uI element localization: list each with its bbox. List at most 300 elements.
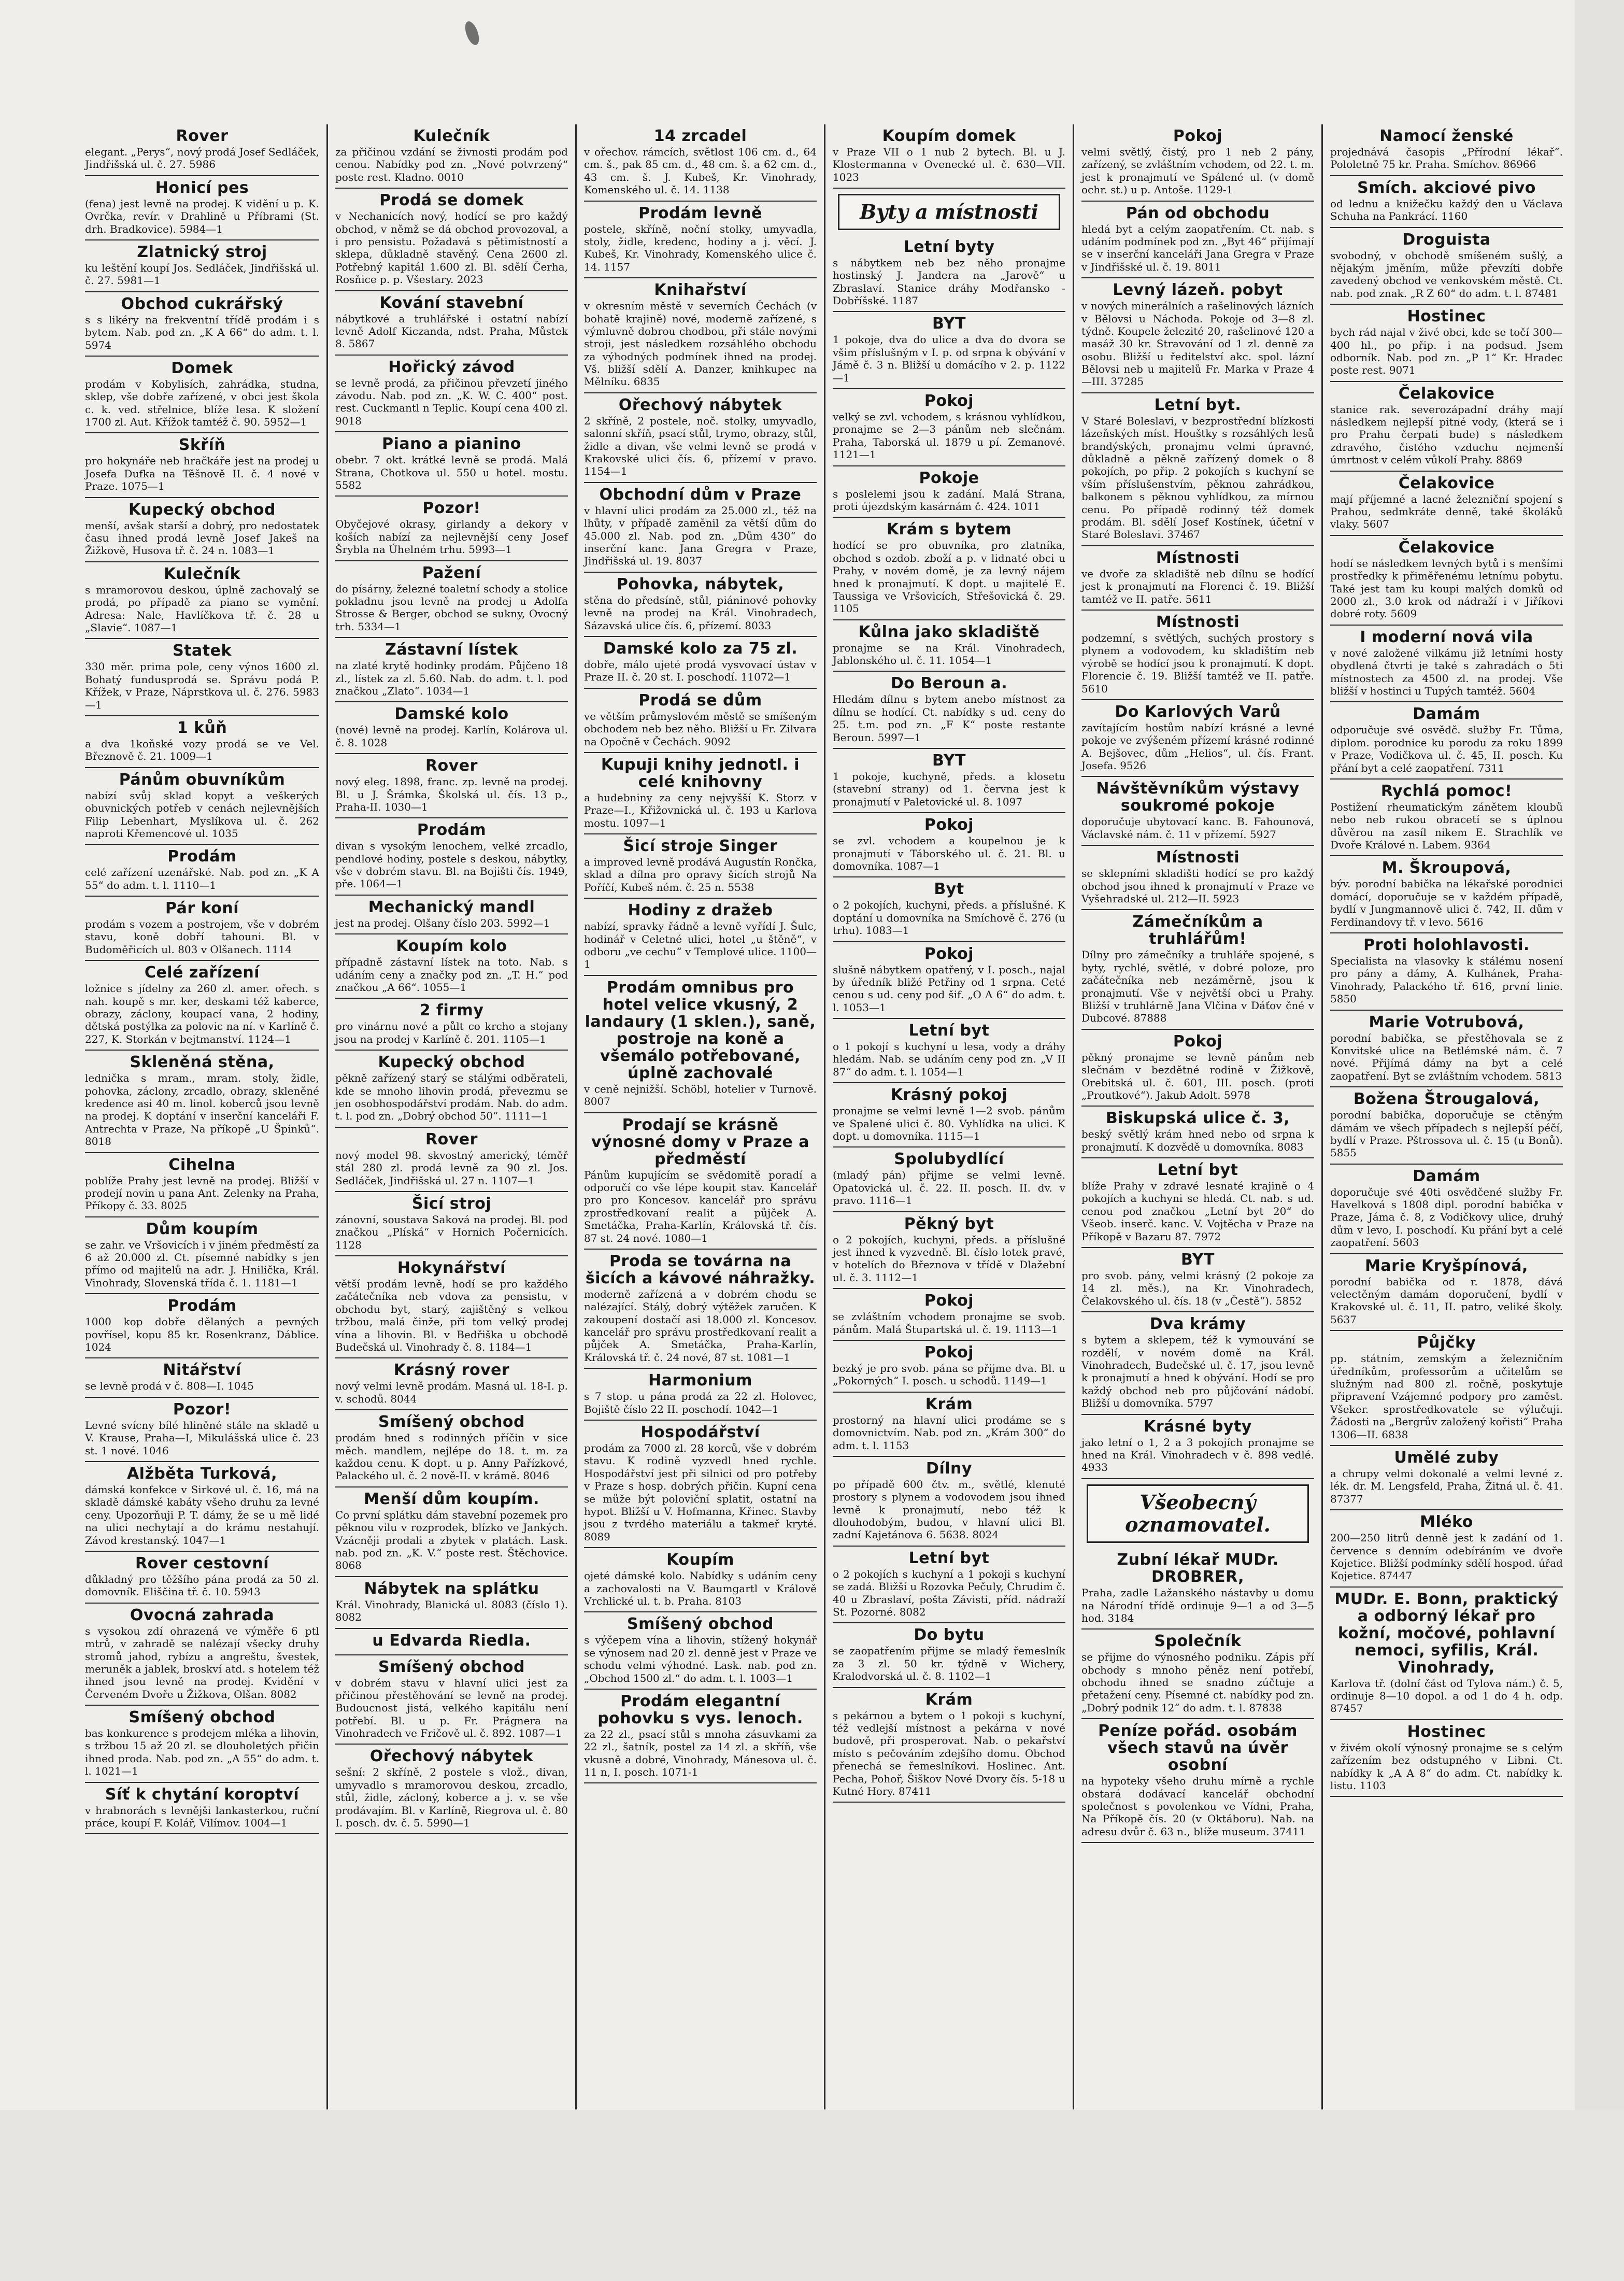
ad-text: a chrupy velmi dokonalé a velmi levné z. lék. dr. M. Lengsfeld, Praha, Žitná ul. č. 41. 87377 [1330,1467,1563,1505]
classified-ad [85,1783,319,1835]
classified-ad [1081,278,1314,393]
ad-heading: Rover [176,127,229,145]
ad-heading: Piano a pianino [382,435,521,454]
ad-heading: Obchod cukrářský [121,294,283,313]
ad-text: se přijme do výnosného podniku. Zápis pří obchody s mnoho pěněz není potřebí, obchodu ihned se snadno zúčtuje a přetažení ceny. Písemné ct. nabídky pod zn. „Dobrý podnik 12“ do adm. t. l. 87838 [1081,1651,1314,1714]
ad-text: slušně nábytkem opatřený, v I. posch., najal by úředník bližé Petřiny od 1 srpna. Ceté cenou s ud. ceny pod šif. „O A 6“ do adm. t. l. 1053—1 [833,963,1065,1014]
ad-text: 200—250 litrů denně jest k zadání od 1. července s denním odebíráním ve dvoře Kojetice. Bližší podmínky sdělí hospod. úřad Kojetice. 87447 [1330,1532,1563,1582]
ad-heading: Rover [425,1130,478,1149]
classified-ad [85,1358,319,1397]
ad-text: nabízí svůj sklad kopyt a veškerých obuvnických potřeb v cenách nejlevnějších Filip Lebenhart, Myslíkova ul. č. 262 naproti Křemencové ul. 1035 [85,789,319,840]
classified-ad [335,189,568,291]
ad-heading: Smíšený obchod [378,1413,525,1432]
ad-text: beský světlý krám hned nebo od srpna k pronajmutí. K dozvědě u domovníka. 8083 [1081,1128,1314,1153]
ad-heading: 14 zrcadel [653,127,747,145]
ad-heading: Mechanický mandl [368,898,535,916]
ad-text: prostorný na hlavní ulici prodáme se s domovnictvím. Nab. pod zn. „Krám 300“ do adm. t. l. 1153 [833,1413,1065,1452]
ad-text: býv. porodní babička na lékařské porodnici domácí, doporučuje se v každém případě, bydlí v Jungmannově ulici č. 742, II. dům v Ferdinandovy tř. v levo. 5616 [1330,877,1563,928]
ad-heading: Rychlá pomoc! [1380,782,1513,800]
ad-text: Co první splátku dám stavební pozemek pro pěknou vilu v rozprodek, blízko ve Jankých. Vzácněji prodali a zbytek v platách. Lask. nab. pod zn. „K. V.“ poste rest. Štěchovice. 8068 [335,1508,568,1572]
ad-text: od lednu a knižečku každý den u Václava Schuha na Pankrácí. 1160 [1330,197,1563,223]
section-header-box: Všeobecný oznamovatel. [1087,1484,1309,1543]
ad-text: zavítajícím hostům nabízí krásné a levné pokoje ve zvýšeném přízemí krásné rodinné A. Bejšovec, dům „Helios“, ul. čís. Frant. Josefa. 9526 [1081,721,1314,772]
classified-ad [1330,702,1563,780]
ad-text: v hlavní ulici prodám za 25.000 zl., též na lhůty, v případě zaměnil za větší dům do 45.000 zl. Nab. pod zn. „Dům 430“ do inserční kanc. Jana Gregra v Praze, Jindřišská ul. 19. 8037 [584,504,817,568]
classified-ad [85,240,319,292]
ad-text: větší prodám levně, hodí se pro každého začátečníka neb vdova za pensistu, v obchodu byt, starý, zajištěný s velkou tržbou, malá činže, při tom velký prodej vína a lihovin. Bl. v Bedřiška u obchodě Budečská ul. Vinohrady č. 8. 1184—1 [335,1278,568,1354]
classified-ad [1081,611,1314,700]
ad-text: Král. Vinohrady, Blanická ul. 8083 (číslo 1). 8082 [335,1598,568,1624]
classified-ad [1330,1165,1563,1254]
ad-text: hledá byt a celým zaopatřením. Ct. nab. s udáním podmínek pod zn. „Byt 46“ přijímají se v inserční kanceláři Jana Gregra v Praze v Jindřišské ul. č. 19. 8011 [1081,222,1314,273]
classified-ad [833,813,1065,877]
ad-heading: Místnosti [1156,848,1240,867]
ad-text: Levné svícny bílé hliněné stále na skladě u V. Krause, Praha—I, Mikulášská ulice č. 23 st. 1 nové. 1046 [85,1419,319,1457]
classified-ad [1330,933,1563,1011]
ad-heading: Damské kolo za 75 zl. [603,639,798,658]
classified-ad [1330,228,1563,305]
ad-heading: Damám [1413,705,1480,724]
classified-ad [335,818,568,896]
classified-ad [833,620,1065,672]
classified-ad [85,562,319,640]
ad-text: ku leštění koupí Jos. Sedláček, Jindřišská ul. č. 27. 5981—1 [85,261,319,287]
classified-ad [85,845,319,897]
ad-heading: Smíšený obchod [626,1615,774,1634]
classified-ad [584,573,817,637]
ad-text: o 2 pokojích, kuchyni, předs. a příslušné. K doptání u domovníka na Smíchově č. 276 (u trhu). 1083—1 [833,899,1065,937]
ad-heading: Zlatnický stroj [137,243,267,261]
ad-heading: Skříň [178,436,226,455]
column-6 [1321,124,1570,2109]
ad-text: V Staré Boleslavi, v bezprostřední blízkosti lázeňských míst. Houštky s rozsáhlých lesů brandýských, pronajmu velmi úpravné, důkladně a pěkně zařízený domek o 8 pokojích, po přip. 2 pokojích s kuchyní se vším příslušenstvím, pěknou zahrádkou, balkonem s pěknou vyhlídkou, za mírnou cenu. Po případě rodinný též domek prodám. Bl. sdělí Josef Kostínek, účetní v Staré Boleslavi. 37467 [1081,414,1314,541]
ad-text: celé zařízení uzenářské. Nab. pod zn. „K A 55“ do adm. t. l. 1110—1 [85,866,319,891]
classified-ad [85,1294,319,1358]
ad-text: (nové) levně na prodej. Karlín, Kolárova ul. č. 8. 1028 [335,724,568,749]
ad-text: pp. státním, zemským a železničním úředníkům, professorům a učitelům se služným nad 800 zl. ročně, poskytuje připravení Vzájemné podpory pro zaměst. Všeker. sprostředkovatele se výlučuji. Žádosti na „Bergrův založený kořisti“ Praha 1306—II. 6838 [1330,1352,1563,1441]
page-edge [1575,0,1624,2281]
ad-heading: Prodám [167,1297,237,1315]
ad-heading: Krásný pokoj [890,1086,1008,1104]
ad-heading: Damám [1413,1167,1480,1185]
classified-ad [833,235,1065,313]
classified-ad [833,1457,1065,1547]
ad-text: ve dvoře za skladiště neb dílnu se hodící jest k pronajmutí na Florenci č. 19. Bližší tamtéž ve II. patře. 5611 [1081,567,1314,605]
classified-ad [85,716,319,768]
ad-heading: Statek [173,642,232,660]
classified-ad [1081,910,1314,1029]
ad-heading: Domek [171,359,233,377]
ad-text: se zvláštním vchodem pronajme se svob. pánům. Malá Štupartská ul. č. 19. 1113—1 [833,1310,1065,1336]
ad-text: elegant. „Perys“, nový prodá Josef Sedláček, Jindřišská ul. č. 27. 5986 [85,146,319,171]
ad-heading: Do Karlových Varů [1115,702,1281,721]
column-5 [1073,124,1321,2109]
ad-heading: Prodám omnibus pro hotel velice vkusný, 2 landaury (1 sklen.), saně, postroje na koně a všemálo potřebované, úplně zachovalé [585,978,816,1082]
ad-text: a dva 1koňské vozy prodá se ve Vel. Březnově č. 21. 1009—1 [85,737,319,763]
ad-heading: Síť k chytání koroptví [105,1785,300,1804]
ad-text: svobodný, v obchodě smíšeném sušlý, a nějakým jměním, může převzíti dobře zavedený obchod ve venkovském městě. Ct. nab. pod znak. „R Z 60“ do adm. t. l. 87481 [1330,249,1563,300]
ad-heading: Krám s bytem [886,520,1012,539]
ad-heading: Koupím kolo [396,937,507,956]
ad-heading: u Edvarda Riedla. [372,1631,531,1650]
classified-ad [335,1487,568,1577]
ad-text: (mladý pán) přijme se velmi levně. Opatovická ul. č. 22. II. posch. II. dv. v pravo. 1116—1 [833,1169,1065,1207]
classified-ad [85,176,319,240]
classified-ad [833,877,1065,942]
ad-text: nový model 98. skvostný americký, téměř stál 280 zl. prodá levně za 90 zl. Jos. Sedláček, Jindřišská ul. 27 n. 1107—1 [335,1149,568,1187]
ad-text: Praha, zadle Lažanského nástavby u domu na Národní třídě ordinuje 9—1 a od 3—5 hod. 3184 [1081,1586,1314,1624]
page-bottom-margin [0,2110,1624,2281]
ad-heading: Pán od obchodu [1126,204,1270,222]
classified-ad [584,278,817,393]
ad-heading: Pokoj [924,1292,974,1310]
ad-heading: Pěkný byt [904,1214,994,1233]
ad-text: v dobrém stavu v hlavní ulici jest za přičinou přestěhování se levně na prodej. Budoucnost jistá, velkého kapitálu není potřebí. Bl. u p. Fr. Prágnera na Vinohradech ve Fričově ul. č. 892. 1087—1 [335,1676,568,1740]
classified-ad [335,291,568,356]
ad-text: se zahr. ve Vršovicích i v jiném předměstí za 6 až 20.000 zl. Ct. písemné nabídky s jen přímo od majitelů na adr. J. Hnilička, Král. Vinohrady, Slovenská třída č. 1. 1181—1 [85,1238,319,1289]
ad-text: bych rád najal v živé obci, kde se točí 300—400 hl., po přip. i na podsud. Jsem odborník. Nab. pod zn. „P 1“ Kr. Hradec poste rest. 9071 [1330,326,1563,377]
classified-ad [335,1358,568,1410]
ad-heading: Ovocná zahrada [130,1606,275,1624]
classified-ad [1081,1548,1314,1630]
classified-ad [1330,382,1563,472]
ad-text: v nových minerálních a rašelinových lázních v Bělovsi u Náchoda. Pokoje od 3—8 zl. týdně. Koupele železité 20, rašelinové 120 a masáž 30 kr. Stravování od 1 zl. denně za osobu. Bližší u ředitelství akc. spol. lázní Bělovsi neb u majitelů Fr. Marka v Praze 4—III. 37285 [1081,300,1314,388]
column-3 [575,124,824,2109]
ad-text: nabízí, spravky řádně a levně vyřídí J. Šulc, hodinář v Celetné ulici, hotel „u štěně“, v odboru „ve cechu“ v Templové ulice. 1100—1 [584,920,817,971]
classified-ad [85,961,319,1051]
classified-ad [335,497,568,561]
ad-heading: Pohovka, nábytek, [616,575,785,593]
ad-text: nábytkové a truhlářské i ostatní nabízí levně Adolf Kiczanda, ndst. Praha, Můstek 8. 5867 [335,312,568,350]
classified-columns [78,124,1570,2109]
ad-heading: Prodám [167,847,237,866]
ad-text: prodám s vozem a postrojem, vše v dobrém stavu, koně dobří tahouni. Bl. v Budoměřicích ul. 803 v Olšanech. 1114 [85,918,319,956]
ad-text: menší, avšak starší a dobrý, pro nedostatek času ihned prodá levně Josef Jakeš na Žižkově, Husova tř. č. 24 n. 1083—1 [85,519,319,557]
classified-ad [833,672,1065,749]
classified-ad [833,312,1065,389]
ad-heading: Damské kolo [394,705,509,724]
ad-text: prodám v Kobylisích, zahrádka, studna, sklep, vše dobře zařízené, v obci jest škola c. k. ved. střelnice, blíže lesa. K složení 1700 zl. Aut. Křížok tamtéž č. 90. 5952—1 [85,377,319,429]
ad-heading: Byt [934,880,964,899]
ad-heading: Krám [925,1690,973,1709]
classified-ad [85,639,319,716]
classified-ad [1330,305,1563,382]
classified-ad [1081,1158,1314,1248]
classified-ad [584,1421,817,1548]
ad-heading: 1 kůň [177,718,227,737]
ad-text: dámská konfekce v Sirkové ul. č. 16, má na skladě dámské kabáty všeho druhu za levné ceny. Upozorňuji P. T. dámy, že se u mě lidé na ulici nechytají a do krámu nestahují. Závod krestanský. 1047—1 [85,1483,319,1547]
classified-ad [335,1745,568,1834]
ad-heading: Do Beroun a. [890,674,1008,693]
ad-text: velmi světlý, čistý, pro 1 neb 2 pány, zařízený, se zvláštním vchodem, od 22. t. m. jest k pronajmutí ve Spálené ul. (v domě ochr. st.) u p. Antoše. 1129-1 [1081,146,1314,196]
ad-text: pěkně zařízený starý se stálými odběrateli, kde se mnoho lihovin prodá, převezmu se jen osobhospodářství prodám. Nab. do adm. t. l. pod zn. „Dobrý obchod 50“. 1111—1 [335,1072,568,1123]
classified-ad [584,1250,817,1369]
ad-heading: Do bytu [914,1626,985,1645]
ad-text: 330 měr. prima pole, ceny výnos 1600 zl. Bohatý fundusprodá se. Správu podá P. Křížek, v Praze, Náprstkova ul. č. 276. 5983—1 [85,660,319,711]
ad-heading: Letní byt. [1154,395,1242,414]
ad-text: jest na prodej. Olšany číslo 203. 5992—1 [335,916,550,929]
classified-ad [335,999,568,1051]
ad-text: se zvl. vchodem a koupelnou je k pronajmutí v Táborského ul. č. 21. Bl. u domovníka. 1087—1 [833,834,1065,872]
ad-heading: Půjčky [1417,1334,1476,1352]
ad-heading: Dva krámy [1149,1315,1246,1334]
classified-ad [1081,846,1314,910]
ad-text: v ceně nejnižší. Schöbl, hotelier v Turnově. 8007 [584,1082,817,1108]
ad-text: s s likéry na frekventní třídě prodám i s bytem. Nab. pod zn. „K A 66“ do adm. t. l. 5974 [85,313,319,351]
ad-heading: Koupím domek [882,127,1016,145]
classified-ad [584,899,817,976]
classified-ad [1081,1107,1314,1158]
ad-text: v hrabnorách s levnějši lankasterkou, ruční práce, koupí F. Kolář, Vilímov. 1004—1 [85,1804,319,1830]
ad-text: bas konkurence s prodejem mléka a lihovin, s tržbou 15 až 20 zl. se dlouholetých přičin ihned proda. Nab. pod zn. „A 55“ do adm. t. l. 1021—1 [85,1727,319,1778]
ad-heading: Ořechový nábytek [618,395,782,414]
ad-text: prodám za 7000 zl. 28 korců, vše v dobrém stavu. K rodině vyzvedl hned rychle. Hospodářství jest při silnici od pro potřeby v Praze s hosp. dobrých přičin. Kupní cena se může být poloviční splatit, ostatní na hypot. Bližší u V. Hofmanna, Křinec. Stavby jsou z tvrdého materiálu a takmeř kryté. 8089 [584,1442,817,1543]
classified-ad [584,124,817,202]
ad-heading: Spolubydlící [894,1150,1004,1169]
ad-text: dobře, málo ujeté prodá vysvovací ústav v Praze II. č. 20 st. I. poschodí. 11072—1 [584,658,817,684]
classified-ad [1330,1087,1563,1165]
ad-heading: BYT [932,752,966,770]
ad-heading: Hostinec [1407,1722,1486,1741]
ad-text: nový eleg. 1898, franc. zp. levně na prodej. Bl. u J. Šrámka, Školská ul. čís. 13 p., Praha-II. 1030—1 [335,775,568,813]
ad-heading: Prodají se krásně výnosné domy v Praze a předměstí [591,1115,809,1168]
ad-heading: Celé zařízení [144,964,260,982]
ad-text: stěna do předsíně, stůl, piáninové pohovky levně na prodej na Král. Vinohradech, Sázavská ulice čís. 6, přízemí. 8033 [584,593,817,632]
ad-heading: Cihelna [168,1155,236,1174]
ad-heading: Pokoj [924,1343,974,1362]
classified-ad [1330,856,1563,933]
ad-heading: Prodá se dům [638,691,762,710]
ad-text: v Nechanicích nový, hodící se pro každý obchod, v němž se dá obchod provozoval, a i pro pensistu. Požadavá s pětimístností a sklepa, důkladně stavěný. Cena 2600 zl. Potřebný kapitál 1.600 zl. Bl. sdělí Čerha, Rosňice p. p. Všestary. 2023 [335,210,568,286]
ad-heading: Skleněná stěna, [130,1053,275,1072]
ad-text: sešní: 2 skříně, 2 postele s vlož., divan, umyvadlo s mramorovou deskou, zrcadlo, stůl, židle, zácloný, koberce a j. v. se vše prodávajím. Bl. v Karlíně, Riegrova ul. č. 80 I. posch. dv. č. 5. 5990—1 [335,1766,568,1830]
ad-text: na hypoteky všeho druhu mírně a rychle obstará dodávací kancelář obchodní společnost s povolenkou ve Vídni, Praha, Na Příkopě čís. 20 (v Oktáboru). Nab. na adresu dvůr č. 63 n., blíže museum. 37411 [1081,1775,1314,1838]
ad-heading: Knihařství [654,281,747,300]
classified-ad [833,124,1065,189]
ad-heading: Hořický závod [388,358,515,376]
classified-ad [1330,176,1563,228]
classified-ad [1330,472,1563,536]
classified-ad [85,1462,319,1552]
classified-ad [335,356,568,433]
classified-ad [1330,626,1563,703]
ad-text: obebr. 7 okt. krátké levně se prodá. Malá Strana, Chotkova ul. 550 u hotel. mostu. 5582 [335,454,568,492]
ad-heading: Pozor! [173,1400,232,1419]
classified-ad [833,466,1065,518]
ad-text: Obyčejové okrasy, girlandy a dekory v koších nabízí za nejlevnější ceny Josef Šrybla na Úhelném trhu. 5993—1 [335,518,568,556]
ad-text: stanice rak. severozápadní dráhy mají následkem nejlepší pitné vody, (která se i pro Prahu čerpati bude) s následkem zdravého, čistého vzduchu nejmenší úmrtnost v celém vůkolí Prahy. 8869 [1330,403,1563,466]
ad-text: mají příjemné a lacné železniční spojení s Prahou, sedmkráte denně, také školáků vlaky. 5607 [1330,492,1563,531]
classified-ad [1330,1588,1563,1720]
classified-ad [335,1655,568,1745]
classified-ad [85,1153,319,1217]
ad-text: jako letní o 1, 2 a 3 pokojích pronajme se hned na Král. Vinohradech v č. 898 vedlé. 4933 [1081,1436,1314,1474]
ad-text: s poslelemi jsou k zadání. Malá Strana, proti újezdským kasárnám č. 424. 1011 [833,487,1065,513]
ad-heading: Kupuji knihy jednotl. i celé knihovny [601,755,800,791]
ad-heading: Zubní lékař MUDr. DROBRER, [1117,1551,1279,1586]
classified-ad [833,1547,1065,1624]
ad-text: prodám hned s rodinných příčin v sice měch. mandlem, nejlépe do 18. t. m. za každou cenu. K dopt. u p. Anny Pařízkové, Palackého ul. č. 2 nově-II. v krámě. 8046 [335,1432,568,1482]
ad-heading: Kování stavební [379,293,524,312]
ad-text: Postižení rheumatickým zánětem kloubů nebo neb rukou obracetí se s úplnou důvěrou na zasíl nikem E. Strachlík ve Dvoře Králové n. Labem. 9364 [1330,800,1563,852]
ad-heading: Hodiny z dražeb [628,901,773,920]
ad-text: ojeté dámské kolo. Nabídky s udáním ceny a zachovalosti na V. Baumgartl v Králově Vrchlické ul. t. b. Praha. 8103 [584,1569,817,1607]
ad-text: po případě 600 čtv. m., světlé, klenuté prostory s plynem a vodovodem jsou ihned levně k pronajmutí, nebo též k dlouhodobým, budou, v hlavní ulici Bl. zadní Kajetánova 6. 5638. 8024 [833,1478,1065,1541]
ad-heading: Mléko [1420,1513,1473,1532]
ad-text: případně zástavní lístek na toto. Nab. s udáním ceny a značky pod zn. „T. H.“ pod značkou „A 66“. 1055—1 [335,956,568,994]
classified-ad [833,1212,1065,1290]
classified-ad [335,1051,568,1128]
ad-text: a improved levně prodává Augustín Rončka, sklad a dílna pro opravy šicích strojů Na Poříčí, Kubeš ném. č. 25 n. 5538 [584,856,817,894]
ad-heading: Pokoj [924,816,974,834]
classified-ad [584,1113,817,1250]
ad-heading: Místnosti [1156,548,1240,567]
ad-heading: Koupím [666,1551,734,1569]
ad-heading: Kůlna jako skladiště [858,622,1040,641]
ad-text: se sklepními skladišti hodící se pro každý obchod jsou ihned k pronajmutí v Praze ve Vyšehradské ul. 212—II. 5923 [1081,867,1314,905]
ad-heading: Čelakovice [1398,538,1495,557]
classified-ad [335,754,568,818]
ad-text: se levně prodá, za přičinou převzetí jiného závodu. Nab. pod zn. „K. W. C. 400“ post. rest. Cuckmantl n Teplic. Koupí cena 400 zl. 9018 [335,376,568,427]
ad-text: hodí se následkem levných bytů i s menšími prostředky k přiměřenému letnímu pobytu. Také jest tam ku koupi malých domků od 2000 zl., 3.0 krok od nádraží i v Jiříkovi dobré roty. 5609 [1330,557,1563,620]
ad-text: s bytem a sklepem, též k vymouvání se rozdělí, v novém domě na Král. Vinohradech, Budečské ul. č. 17, jsou levně k pronajmutí a hned k obývání. Hodí se pro každý obchod neb pro půjčování nádobí. Bližší u domovníka. 5797 [1081,1334,1314,1410]
ad-heading: Návštěvníkům výstavy soukromé pokoje [1096,780,1300,815]
ad-text: projednává časopis „Přírodní lékař“. Pololetně 75 kr. Praha. Smíchov. 86966 [1330,146,1563,171]
classified-ad [833,389,1065,466]
ad-heading: Pánům obuvníkům [119,770,286,789]
ad-text: pronajme se na Král. Vinohradech, Jablonského ul. č. 11. 1054—1 [833,641,1065,667]
ad-text: lednička s mram., mram. stoly, židle, pohovka, záclony, zrcadlo, obrazy, skleněné kredence asi 40 m. linol. koberců jsou levně na prodej. K doptání v inserční kanceláři F. Antrechta v Praze, Na příkopě „U Špinků“. 8018 [85,1072,319,1148]
ad-heading: Biskupská ulice č. 3, [1105,1109,1290,1128]
ad-heading: Prodám [417,821,487,840]
ad-heading: Levný lázeň. pobyt [1113,281,1283,300]
classified-ad [1081,1030,1314,1107]
ad-text: za 22 zl., psací stůl s mnoha zásuvkami za 22 zl., šatník, postel za 14 zl. a skříň, vše vkusně a dobré, Vinohrady, Mánesova ul. č. 11 n, I. posch. 1071-1 [584,1727,817,1779]
ad-text: v okresním městě v severních Čechách (v bohatě krajině) nové, moderně zařízené, s výmluvně dobrou chodbou, při stále novými stroji, jest následkem rozsáhlého obchodu za výhodných podmínek ihned na prodej. Vš. bližší sdělí A. Danzer, knihkupec na Mělníku. 6835 [584,300,817,388]
ad-heading: Ořechový nábytek [369,1747,534,1766]
ad-heading: BYT [932,315,966,333]
classified-ad [85,292,319,357]
ad-heading: Zástavní lístek [385,641,518,659]
ad-heading: Kupecký obchod [129,500,276,519]
ad-text: s výčepem vína a lihovin, stížený hokynář se výnosem nad 20 zl. denně jest v Praze ve schodu velmi výhodné. Lask. nab. pod zn. „Obchod 1500 zl.“ do adm. t. l. 1003—1 [584,1634,817,1684]
classified-ad [335,1410,568,1487]
ad-text: ložnice s jídelny za 260 zl. amer. ořech. s nah. koupě s mr. ker, deskami též kaberce, obrazy, záclony, koupací vana, 2 hodiny, dětská postýlka za polovic na ní. v Karlíně č. 227, K. Storkán v bejtmanství. 1124—1 [85,982,319,1045]
ad-text: 1 pokoje, dva do ulice a dva do dvora se všim příslušným v I. p. od srpna k obývání v Jámě č. 3 n. Bližší u domácího v 2. p. 1122—1 [833,333,1065,384]
ad-heading: Pažení [422,563,481,582]
ad-text: v živém okolí výnosný pronajme se s celým zařízením bez odstupného v Libni. Ct. nabídky k „A A 8“ do adm. Ct. nabídky k. listu. 1103 [1330,1741,1563,1792]
classified-ad [335,1192,568,1256]
ad-text: poblíže Prahy jest levně na prodej. Bližší v prodejí novin u pana Ant. Zelenky na Praha, Příkopy č. 33. 8025 [85,1174,319,1212]
ad-heading: Droguista [1402,230,1491,249]
ad-text: s vysokou zdí ohrazená ve výměře 6 ptl mtrů, v zahradě se nalézají všecky druhy stromů jahod, rybízu a angreštu, švestek, meruněk a jablek, broskví atd. s hotelem též ihned jsou levně na prodej. Kvidění v Červeném Dvoře u Žižkova, Olšan. 8082 [85,1624,319,1701]
classified-ad [1330,1011,1563,1088]
ad-heading: Pokoje [919,469,979,487]
ad-heading: BYT [1181,1251,1215,1269]
classified-ad [833,749,1065,813]
ad-heading: Letní byty [903,237,995,256]
ad-text: o 2 pokojích, kuchyni, předs. a příslušné jest ihned k vyzvedně. Bl. číslo lotek pravé, v hotelích do Březnova v třídě v Dlažební ul. č. 3. 1112—1 [833,1233,1065,1284]
classified-ad [335,934,568,999]
ad-heading: Zámečníkům a truhlářům! [1132,913,1263,948]
ad-text: se levně prodá v č. 808—I. 1045 [85,1380,254,1393]
ad-heading: Pokoj [924,944,974,963]
ad-heading: Smíšený obchod [129,1708,276,1727]
classified-ad [85,124,319,176]
ad-heading: Božena Štrougalová, [1353,1090,1540,1109]
ad-text: na zlaté krytě hodinky prodám. Půjčeno 18 zl., lístek za zl. 5.60. Nab. do adm. t. l. pod značkou „Zlato“. 1034—1 [335,659,568,697]
ad-heading: Letní byt [908,1549,990,1567]
classified-ad [584,753,817,834]
ad-heading: Čelakovice [1398,474,1495,492]
ad-text: pěkný pronajme se levně pánům neb slečnám v bezdětné rodině v Žižkově, Orebitská ul. č. 601, III. posch. (proti „Proutkové“). Jakub Adolt. 5978 [1081,1051,1314,1101]
ad-heading: Peníze pořád. osobám všech stavů na úvěr osobní [1098,1722,1298,1775]
ad-heading: Hospodářství [640,1423,760,1442]
classified-ad [833,1688,1065,1803]
ad-heading: Pár koní [165,899,239,918]
ad-heading: Dům koupím [146,1220,259,1238]
classified-ad [584,834,817,899]
classified-ad [1330,1720,1563,1797]
ad-text: Hledám dílnu s bytem anebo místnost za dílnu se hodící. Ct. nabídky s ud. ceny do 25. t.m. pod zn. „F K“ poste restante Beroun. 5997—1 [833,693,1065,744]
ad-heading: Prodám levně [638,204,762,222]
ad-text: zánovní, soustava Saková na prodej. Bl. pod značkou „Plíská“ v Hornich Počernicích. 1128 [335,1213,568,1251]
classified-ad [584,637,817,689]
ad-heading: Hokynářství [397,1259,506,1278]
classified-ad [85,1051,319,1153]
classified-ad [833,1623,1065,1688]
ad-text: velký se zvl. vchodem, s krásnou vyhlídkou, pronajme se 2—3 pánům neb slečnám. Praha, Taborská ul. 1879 u pí. Zemanové. 1121—1 [833,410,1065,461]
classified-ad [833,1341,1065,1393]
ad-text: hodící se pro obuvníka, pro zlatníka, obchod s ozdob. zboží a p. v lidnaté obci u Prahy, v novém domě, je za levný nájem hned k pronajmutí. K dopt. u majitelé E. Taussiga ve Vršovicích, Střešovická č. 29. 1105 [833,539,1065,615]
ad-heading: I moderní nová vila [1360,628,1533,646]
classified-ad [833,1393,1065,1457]
ad-text: nový velmi levně prodám. Masná ul. 18-I. p. v. schodů. 8044 [335,1380,568,1405]
ad-heading: Menší dům koupím. [364,1490,539,1508]
classified-ad [584,1548,817,1612]
ad-text: 1000 kop dobře dělaných a pevných povřísel, kopu 85 kr. Rosenkranz, Dáblice. 1024 [85,1315,319,1354]
ad-heading: Namocí ženské [1379,127,1514,145]
ad-text: divan s vysokým lenochem, velké zrcadlo, pendlové hodiny, postele s deskou, nábytky, vše v dobrém stavu. Bl. na Bojišti čís. 1949, pře. 1064—1 [335,840,568,890]
ad-heading: Společník [1154,1632,1242,1651]
ad-text: o 2 pokojích s kuchyní a 1 pokoji s kuchyní se zadá. Bližší u Rozovka Pečuly, Chrudim č. 40 u Zbraslaví, pošta Závisti, příd. nádraží St. Pozorné. 8082 [833,1567,1065,1619]
classified-ad [1081,1719,1314,1843]
ad-text: se zaopatřením přijme se mladý řemeslník za 3 zl. 50 kr. týdně v Wichery, Kralodvorská ul. č. 8. 1102—1 [833,1645,1065,1683]
ad-text: doporučuje ubytovací kanc. B. Fahounová, Václavské nám. č. 11 v přízemí. 5927 [1081,815,1314,841]
ad-heading: Umělé zuby [1394,1448,1499,1467]
ad-heading: Proda se továrna na šicích a kávové náhražky. [585,1252,816,1287]
ad-text: moderně zařízená a v dobrém chodu se nalézající. Stálý, dobrý výtěžek zaručen. K zakoupení dostačí asi 18.000 zl. Koncesov. kancelář pro správu prostředkovaní realit a půjček A. Smetáčka, Praha-Karlín, Královská tř. č. 24 nové, 87 st. 1081—1 [584,1287,817,1364]
ad-text: s mramorovou deskou, úplně zachovalý se prodá, po případě za piano se vymění. Adresa: Nale, Havlíčkova tř. č. 28 u „Slavie“. 1087—1 [85,583,319,634]
classified-ad [1081,700,1314,777]
ad-heading: Marie Kryšpínová, [1365,1256,1528,1275]
ad-heading: Proti holohlavosti. [1363,936,1530,955]
classified-ad [85,357,319,434]
classified-ad [1330,1254,1563,1331]
classified-ad [833,1083,1065,1147]
ad-text: pro hokynáře neb hračkáře jest na prodej u Josefa Dufka na Těšnově II. č. 4 nové v Praze. 1075—1 [85,455,319,493]
ad-heading: Šicí stroj [411,1194,492,1213]
ad-heading: Nitářství [163,1361,241,1380]
ad-text: Pánům kupujícím se svědomitě poradí a odporučí co vše lépe koupit stav. Kancelář pro pro Koncesov. kancelář pro správu zprostředkovaní realit a půjček A. Smetáčka, Praha-Karlín, Královská tř. čís. 87 st. 24 nové. 1080—1 [584,1168,817,1244]
ad-heading: Šicí stroje Singer [623,837,778,856]
classified-ad [1330,1510,1563,1588]
ad-heading: Pokoj [1173,127,1223,145]
classified-ad [335,1128,568,1192]
ad-heading: Pokoj [1173,1032,1223,1051]
ad-heading: Kulečník [163,564,241,583]
ad-text: v ořechov. rámcích, světlost 106 cm. d., 64 cm. š., pak 85 cm. d., 48 cm. š. a 62 cm. d., 43 cm. š. J. Kubeš, Kr. Vinohrady, Komenského ul. č. 14. 1138 [584,146,817,196]
